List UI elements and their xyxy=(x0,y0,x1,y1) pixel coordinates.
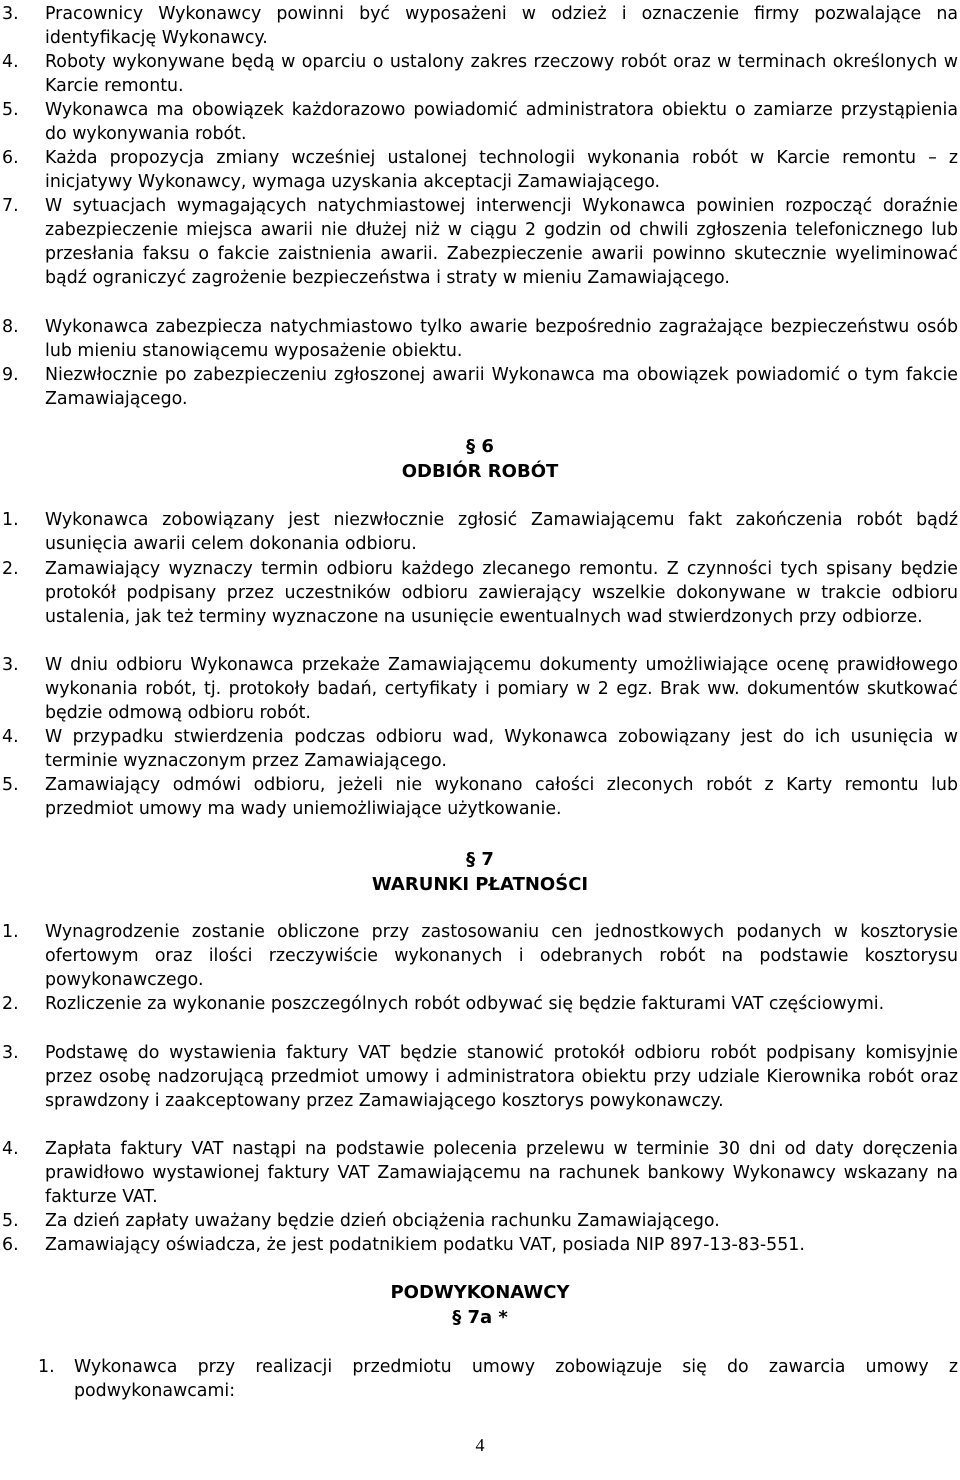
list-item-text: W przypadku stwierdzenia podczas odbioru wad, Wykonawca zobowiązany jest do ich usunięcia w terminie wyznaczonym przez Zamawiającego. xyxy=(45,727,958,772)
section-number: § 6 xyxy=(466,436,494,457)
list-item-text: W dniu odbioru Wykonawca przekaże Zamawiającemu dokumenty umożliwiające ocenę prawidłowego wykonania robót, tj. protokoły badań, certyfikaty i pomiary w 2 egz. Brak ww. dokumentów skutkować będzie odmową odbioru robót. xyxy=(45,655,958,724)
list-item-number: 5. xyxy=(2,1211,19,1231)
list-item-text: Za dzień zapłaty uważany będzie dzień obciążenia rachunku Zamawiającego. xyxy=(45,1211,720,1231)
list-item-text: Pracownicy Wykonawcy powinni być wyposażeni w odzież i oznaczenie firmy pozwalające na identyfikację Wykonawcy. xyxy=(45,4,958,49)
list-item xyxy=(0,194,960,290)
list-item-text: Wykonawca zabezpiecza natychmiastowo tylko awarie bezpośrednio zagrażające bezpieczeństwu osób lub mieniu stanowiącemu wyposażenie obiektu. xyxy=(45,317,958,362)
list-item xyxy=(0,1137,960,1209)
list-item-text: Zamawiający oświadcza, że jest podatnikiem podatku VAT, posiada NIP 897-13-83-551. xyxy=(45,1235,805,1255)
list-item-number: 8. xyxy=(2,317,19,337)
list-item xyxy=(0,653,960,725)
list-item-number: 5. xyxy=(2,100,19,120)
list-item-text: Każda propozycja zmiany wcześniej ustalonej technologii wykonania robót w Karcie remontu – z inicjatywy Wykonawcy, wymaga uzyskania akceptacji Zamawiającego. xyxy=(45,148,958,193)
list-item xyxy=(0,1355,960,1403)
list-item-number: 4. xyxy=(2,1139,19,1159)
list-item-text: Rozliczenie za wykonanie poszczególnych robót odbywać się będzie fakturami VAT częściowymi. xyxy=(45,994,885,1014)
list-item-number: 2. xyxy=(2,994,19,1014)
list-item-number: 3. xyxy=(2,655,19,675)
list-item xyxy=(0,992,960,1016)
list-item-number: 1. xyxy=(2,922,19,942)
section-title: WARUNKI PŁATNOŚCI xyxy=(371,874,589,895)
list-item xyxy=(0,363,960,411)
list-item-text: Wynagrodzenie zostanie obliczone przy zastosowaniu cen jednostkowych podanych w kosztorysie ofertowym oraz ilości rzeczywiście wykonanych i odebranych robót na podstawie kosztorysu powykonawczego. xyxy=(45,922,958,991)
list-item-number: 2. xyxy=(2,559,19,579)
list-item xyxy=(0,725,960,773)
list-item xyxy=(0,1233,960,1257)
list-item-number: 3. xyxy=(2,4,19,24)
list-item-number: 4. xyxy=(2,52,19,72)
list-item-text: Wykonawca zobowiązany jest niezwłocznie zgłosić Zamawiającemu fakt zakończenia robót bądź usunięcia awarii celem dokonania odbioru. xyxy=(45,510,958,555)
list-item-number: 3. xyxy=(2,1043,19,1063)
list-item xyxy=(0,557,960,629)
list-item-number: 7. xyxy=(2,196,19,216)
section-number: § 7 xyxy=(466,849,494,870)
list-item xyxy=(0,773,960,821)
list-item xyxy=(0,315,960,363)
list-item-text: Wykonawca przy realizacji przedmiotu umowy zobowiązuje się do zawarcia umowy z podwykonawcami: xyxy=(74,1357,958,1402)
list-item-number: 5. xyxy=(2,775,19,795)
list-item-text: W sytuacjach wymagających natychmiastowej interwencji Wykonawca powinien rozpocząć doraźnie zabezpieczenie miejsca awarii nie dłużej niż w ciągu 2 godzin od chwili zgłoszenia telefonicznego lub przesłania faksu o fakcie zaistnienia awarii. Zabezpieczenie awarii powinno skutecznie wyeliminować bądź ograniczyć zagrożenie bezpieczeństwa i straty w mieniu Zamawiającego. xyxy=(45,196,958,289)
list-item-number: 1. xyxy=(38,1357,55,1377)
list-item xyxy=(0,508,960,556)
list-item-number: 1. xyxy=(2,510,19,530)
list-item xyxy=(0,920,960,992)
list-item-text: Roboty wykonywane będą w oparciu o ustalony zakres rzeczowy robót oraz w terminach określonych w Karcie remontu. xyxy=(45,52,958,97)
list-item-number: 6. xyxy=(2,1235,19,1255)
page-number: 4 xyxy=(475,1435,485,1455)
section-number: § 7a * xyxy=(452,1307,508,1328)
list-item xyxy=(0,146,960,194)
list-item-number: 4. xyxy=(2,727,19,747)
section-title: PODWYKONAWCY xyxy=(390,1282,570,1303)
list-item xyxy=(0,2,960,50)
list-item-text: Podstawę do wystawienia faktury VAT będzie stanowić protokół odbioru robót podpisany komisyjnie przez osobę nadzorującą przedmiot umowy i administratora obiektu przy udziale Kierownika robót oraz sprawdzony i zaakceptowany przez Zamawiającego kosztorys powykonawczy. xyxy=(45,1043,958,1112)
list-item xyxy=(0,98,960,146)
list-item xyxy=(0,1041,960,1113)
list-item xyxy=(0,1209,960,1233)
list-item-text: Zamawiający wyznaczy termin odbioru każdego zlecanego remontu. Z czynności tych spisany będzie protokół podpisany przez uczestników odbioru zawierający wszelkie dokonywane w trakcie odbioru ustalenia, jak też terminy wyznaczone na usunięcie ewentualnych wad stwierdzonych przy odbiorze. xyxy=(45,559,958,628)
section-title: ODBIÓR ROBÓT xyxy=(401,461,559,482)
list-item-number: 9. xyxy=(2,365,19,385)
list-item xyxy=(0,50,960,98)
list-item-text: Zamawiający odmówi odbioru, jeżeli nie wykonano całości zleconych robót z Karty remontu lub przedmiot umowy ma wady uniemożliwiające użytkowanie. xyxy=(45,775,958,820)
list-item-text: Zapłata faktury VAT nastąpi na podstawie polecenia przelewu w terminie 30 dni od daty doręczenia prawidłowo wystawionej faktury VAT Zamawiającemu na rachunek bankowy Wykonawcy wskazany na fakturze VAT. xyxy=(45,1139,958,1208)
list-item-text: Niezwłocznie po zabezpieczeniu zgłoszonej awarii Wykonawca ma obowiązek powiadomić o tym fakcie Zamawiającego. xyxy=(45,365,958,410)
list-item-number: 6. xyxy=(2,148,19,168)
list-item-text: Wykonawca ma obowiązek każdorazowo powiadomić administratora obiektu o zamiarze przystąpienia do wykonywania robót. xyxy=(45,100,958,145)
